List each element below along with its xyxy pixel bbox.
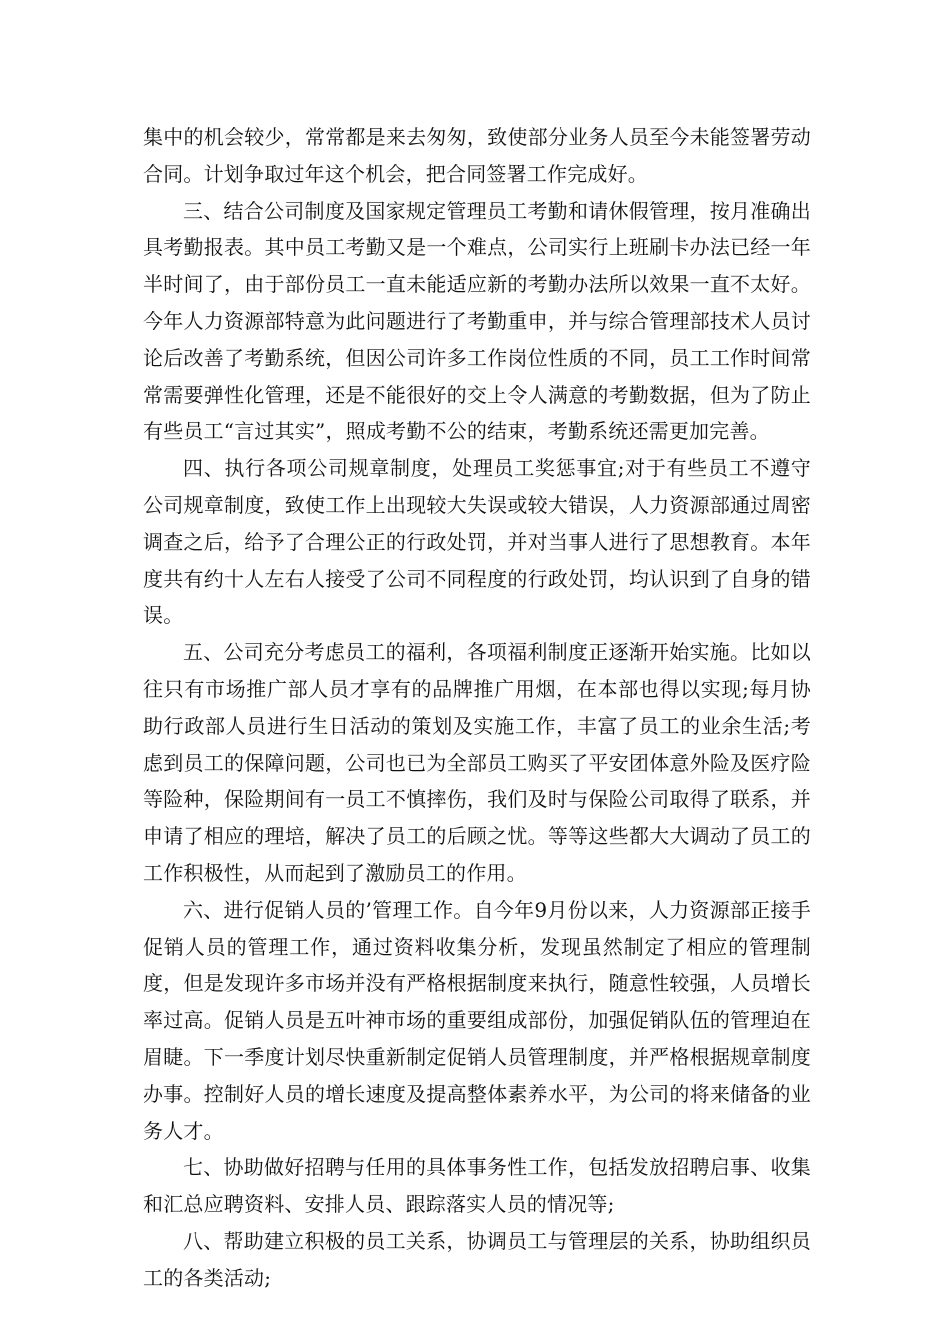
paragraph-employee-relations: 八、帮助建立积极的员工关系，协调员工与管理层的关系，协助组织员工的各类活动;: [143, 1228, 811, 1290]
paragraph-promoter-management: 六、进行促销人员的’管理工作。自今年9月份以来，人力资源部正接手促销人员的管理工作，通过资料收集分析，发现虽然制定了相应的管理制度，但是发现许多市场并没有严格根据制度来执行，随意性较强，人员增长率过高。促销人员是五叶神市场的重要组成部份，加强促销队伍的管理迫在眉睫。下一季度计划尽快重新制定促销人员管理制度，并严格根据规章制度办事。控制好人员的增长速度及提高整体素养水平，为公司的将来储备的业务人才。: [143, 897, 811, 1143]
paragraph-rules-discipline: 四、执行各项公司规章制度，处理员工奖惩事宜;对于有些员工不遵守公司规章制度，致使工作上出现较大失误或较大错误，人力资源部通过周密调查之后，给予了合理公正的行政处罚，并对当事人进行了思想教育。本年度共有约十人左右人接受了公司不同程度的行政处罚，均认识到了自身的错误。: [143, 456, 811, 628]
document-body: [143, 119, 811, 1297]
paragraph-recruitment-support: 七、协助做好招聘与任用的具体事务性工作，包括发放招聘启事、收集和汇总应聘资料、安排人员、跟踪落实人员的情况等;: [143, 1155, 811, 1217]
paragraph-contract-signing: 集中的机会较少，常常都是来去匆匆，致使部分业务人员至今未能签署劳动合同。计划争取过年这个机会，把合同签署工作完成好。: [143, 125, 811, 186]
paragraph-employee-welfare: 五、公司充分考虑员工的福利，各项福利制度正逐渐开始实施。比如以往只有市场推广部人员才享有的品牌推广用烟，在本部也得以实现;每月协助行政部人员进行生日活动的策划及实施工作，丰富了员工的业余生活;考虑到员工的保障问题，公司也已为全部员工购买了平安团体意外险及医疗险等险种，保险期间有一员工不慎摔伤，我们及时与保险公司取得了联系，并申请了相应的理培，解决了员工的后顾之忧。等等这些都大大调动了员工的工作积极性，从而起到了激励员工的作用。: [143, 640, 811, 885]
paragraph-attendance-management: 三、结合公司制度及国家规定管理员工考勤和请休假管理，按月准确出具考勤报表。其中员工考勤又是一个难点，公司实行上班刷卡办法已经一年半时间了，由于部份员工一直未能适应新的考勤办法所以效果一直不太好。今年人力资源部特意为此问题进行了考勤重申，并与综合管理部技术人员讨论后改善了考勤系统，但因公司许多工作岗位性质的不同，员工工作时间常常需要弹性化管理，还是不能很好的交上令人满意的考勤数据，但为了防止有些员工“言过其实”，照成考勤不公的结束，考勤系统还需更加完善。: [143, 198, 811, 444]
